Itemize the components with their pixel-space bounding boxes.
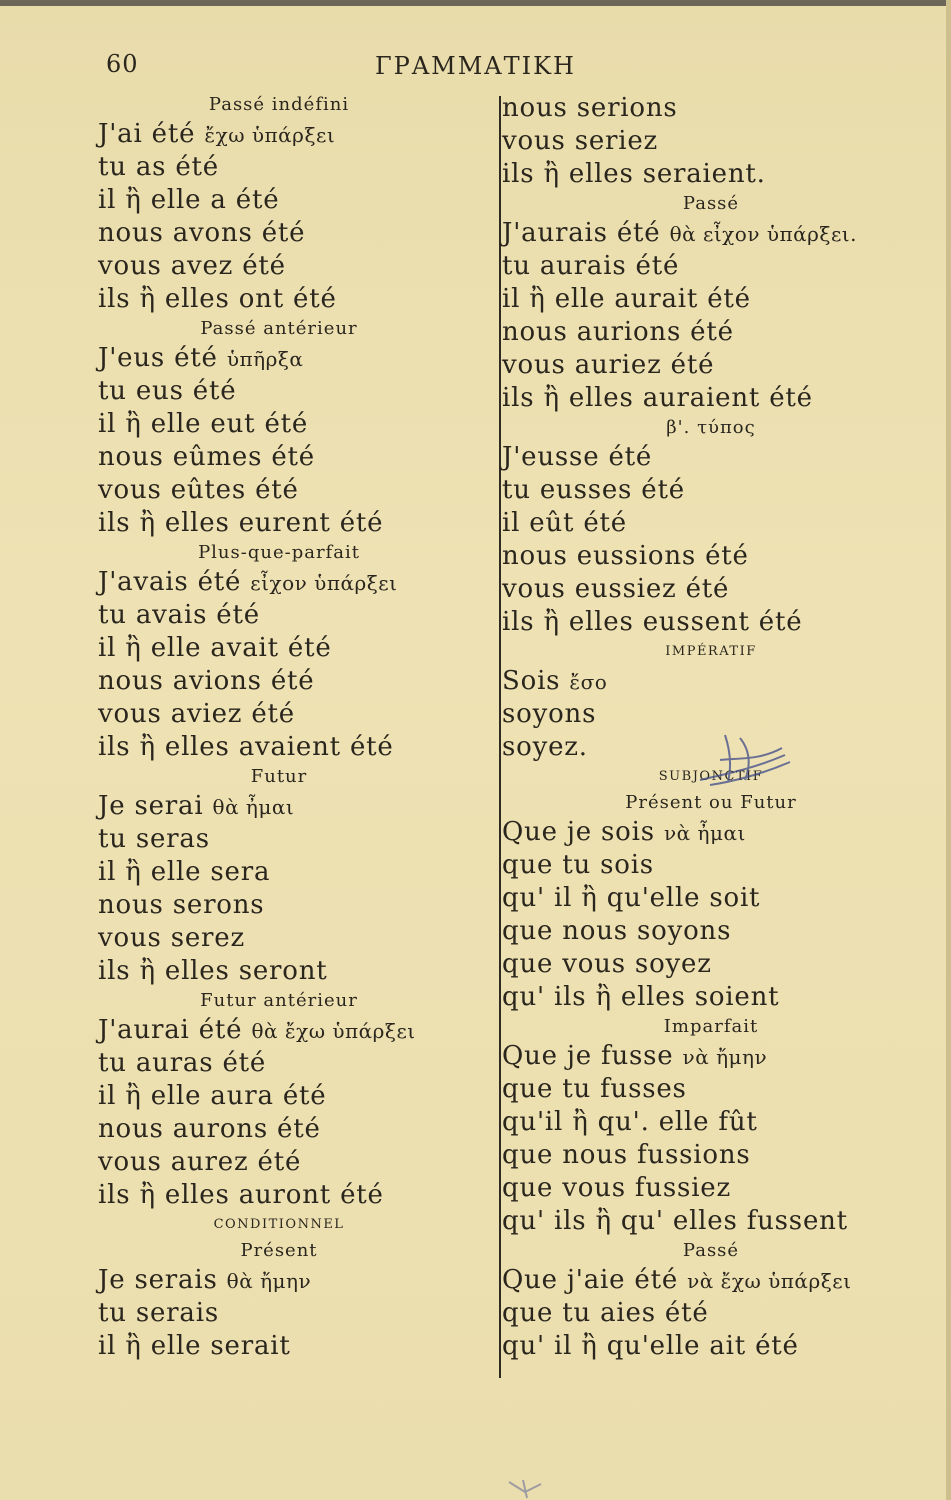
conjugation-line (486, 948, 916, 981)
conjugation-line (486, 849, 916, 882)
french-form: il ἢ elle a été (98, 185, 280, 215)
french-form: qu' ils ἢ qu' elles fussent (502, 1206, 848, 1236)
conjugation-line (486, 882, 916, 915)
conjugation-line (84, 184, 414, 217)
conjugation-line (84, 118, 414, 151)
mood-heading: IMPÉRATIF (665, 644, 757, 659)
conjugation-line (84, 566, 414, 599)
french-form: J'eusse été (502, 442, 653, 472)
greek-translation: θὰ ἤμην (226, 1269, 312, 1293)
french-form: Que je sois (502, 817, 655, 847)
conjugation-line (84, 1330, 414, 1363)
conjugation-line (486, 1264, 916, 1297)
french-form: vous eussiez été (502, 574, 730, 604)
conjugation-line (84, 922, 414, 955)
conjugation-line (84, 731, 414, 764)
french-form: Je serais (98, 1265, 218, 1295)
mood-heading: SUBJONCTIF (658, 769, 764, 784)
conjugation-line (486, 915, 916, 948)
french-form: que vous fussiez (502, 1173, 731, 1203)
conjugation-line (486, 540, 916, 573)
french-form: ils ἢ elles seront (98, 956, 328, 986)
conjugation-line (486, 1073, 916, 1106)
tense-heading: Présent (240, 1240, 318, 1261)
french-form: J'aurais été (502, 218, 661, 248)
conjugation-line (84, 790, 414, 823)
tense-heading: Présent ou Futur (625, 792, 797, 813)
conjugation-line (486, 349, 916, 382)
conjugation-line (486, 981, 916, 1014)
conjugation-line (84, 250, 414, 283)
conjugation-line (84, 217, 414, 250)
conjugation-line (486, 441, 916, 474)
conjugation-line (84, 408, 414, 441)
french-form: Que je fusse (502, 1041, 674, 1071)
conjugation-line (84, 1264, 414, 1297)
greek-translation: ὑπῆρξα (226, 347, 304, 371)
conjugation-line (486, 283, 916, 316)
french-form: ils ἢ elles auront été (98, 1180, 384, 1210)
french-form: J'avais été (98, 567, 242, 597)
conjugation-line (84, 1179, 414, 1212)
conjugation-line (486, 382, 916, 415)
conjugation-line (486, 1297, 916, 1330)
french-form: nous eussions été (502, 541, 749, 571)
french-form: nous serons (98, 890, 265, 920)
conjugation-line (486, 316, 916, 349)
conjugation-line (486, 573, 916, 606)
french-form: Je serai (98, 791, 204, 821)
page-number: 60 (106, 50, 139, 78)
handwritten-scribble (690, 720, 800, 790)
tense-heading: Passé antérieur (200, 318, 358, 339)
conjugation-line (84, 632, 414, 665)
conjugation-line (486, 92, 916, 125)
french-form: nous aurons été (98, 1114, 321, 1144)
french-form: ils ἢ elles avaient été (98, 732, 394, 762)
french-form: tu serais (98, 1298, 219, 1328)
conjugation-line (84, 441, 414, 474)
conjugation-line (84, 1080, 414, 1113)
french-form: J'ai été (98, 119, 196, 149)
conjugation-line (486, 158, 916, 191)
conjugation-line (486, 507, 916, 540)
conjugation-line (84, 955, 414, 988)
greek-translation: θὰ ἦμαι (212, 795, 295, 819)
french-form: nous serions (502, 93, 678, 123)
french-form: que tu sois (502, 850, 654, 880)
tense-heading: Plus-que-parfait (198, 542, 360, 563)
french-form: ils ἢ elles seraient. (502, 159, 766, 189)
conjugation-line (486, 474, 916, 507)
french-form: tu eusses été (502, 475, 685, 505)
french-form: tu auras été (98, 1048, 267, 1078)
greek-translation: νὰ ἦμαι (663, 821, 746, 845)
conjugation-line (84, 375, 414, 408)
french-form: ils ἢ elles eurent été (98, 508, 384, 538)
french-form: soyez. (502, 732, 588, 762)
conjugation-line (486, 816, 916, 849)
conjugation-line (486, 1172, 916, 1205)
french-form: nous avions été (98, 666, 315, 696)
french-form: tu aurais été (502, 251, 680, 281)
ink-mark (505, 1478, 545, 1500)
french-form: vous auriez été (502, 350, 715, 380)
french-form: ils ἢ elles auraient été (502, 383, 813, 413)
french-form: vous aurez été (98, 1147, 302, 1177)
french-form: vous seriez (502, 126, 659, 156)
conjugation-line (486, 1139, 916, 1172)
conjugation-line (486, 1330, 916, 1363)
conjugation-line (84, 283, 414, 316)
french-form: vous eûtes été (98, 475, 299, 505)
french-form: tu as été (98, 152, 219, 182)
french-form: tu seras (98, 824, 210, 854)
conjugation-line (84, 1146, 414, 1179)
french-form: Sois (502, 666, 561, 696)
conjugation-line (486, 217, 916, 250)
tense-heading: β'. τύπος (666, 417, 756, 438)
greek-translation: εἶχον ὑπάρξει (250, 571, 398, 595)
french-form: il ἢ elle sera (98, 857, 271, 887)
french-form: vous aviez été (98, 699, 295, 729)
page-right-edge (946, 0, 951, 1500)
conjugation-line (84, 698, 414, 731)
conjugation-line (84, 1047, 414, 1080)
conjugation-line (486, 606, 916, 639)
french-form: qu'il ἢ qu'. elle fût (502, 1107, 758, 1137)
tense-heading: Passé (682, 1240, 740, 1261)
greek-translation: θὰ ἔχω ὑπάρξει (251, 1019, 416, 1043)
conjugation-line (486, 1040, 916, 1073)
tense-heading: Futur antérieur (200, 990, 358, 1011)
greek-translation: ἔσο (569, 670, 608, 694)
greek-translation: ἔχω ὑπάρξει (204, 123, 336, 147)
french-form: vous serez (98, 923, 245, 953)
french-form: ils ἢ elles ont été (98, 284, 337, 314)
conjugation-line (84, 823, 414, 856)
conjugation-line (84, 856, 414, 889)
french-form: nous avons été (98, 218, 306, 248)
french-form: tu eus été (98, 376, 237, 406)
conjugation-line (84, 599, 414, 632)
french-form: J'eus été (98, 343, 218, 373)
french-form: il eût été (502, 508, 627, 538)
french-form: qu' il ἢ qu'elle ait été (502, 1331, 799, 1361)
conjugation-line (84, 507, 414, 540)
french-form: tu avais été (98, 600, 260, 630)
french-form: que nous fussions (502, 1140, 751, 1170)
french-form: qu' il ἢ qu'elle soit (502, 883, 761, 913)
greek-translation: νὰ ἤμην (682, 1045, 768, 1069)
tense-heading: Imparfait (663, 1016, 759, 1037)
conjugation-line (84, 665, 414, 698)
conjugation-line (486, 665, 916, 698)
conjugation-line (84, 151, 414, 184)
tense-heading: Futur (250, 766, 308, 787)
conjugation-line (486, 1205, 916, 1238)
french-form: nous eûmes été (98, 442, 315, 472)
french-form: que tu fusses (502, 1074, 687, 1104)
running-head: ΓΡΑΜΜΑΤΙΚΗ (375, 52, 576, 80)
french-form: que nous soyons (502, 916, 732, 946)
conjugation-line (84, 1297, 414, 1330)
french-form: il ἢ elle aura été (98, 1081, 327, 1111)
conjugation-line (486, 1106, 916, 1139)
french-form: il ἢ elle aurait été (502, 284, 751, 314)
conjugation-line (486, 125, 916, 158)
conjugation-line (486, 250, 916, 283)
french-form: soyons (502, 699, 597, 729)
conjugation-line (84, 474, 414, 507)
mood-heading: CONDITIONNEL (213, 1217, 345, 1232)
french-form: il ἢ elle avait été (98, 633, 332, 663)
greek-translation: θὰ εἶχον ὑπάρξει. (669, 222, 858, 246)
greek-translation: νὰ ἔχω ὑπάρξει (687, 1269, 852, 1293)
left-column (84, 92, 414, 1363)
french-form: vous avez été (98, 251, 286, 281)
conjugation-line (84, 1113, 414, 1146)
tense-heading: Passé (682, 193, 740, 214)
page-top-edge (0, 0, 951, 6)
french-form: nous aurions été (502, 317, 734, 347)
french-form: qu' ils ἢ elles soient (502, 982, 780, 1012)
french-form: J'aurai été (98, 1015, 243, 1045)
french-form: il ἢ elle serait (98, 1331, 291, 1361)
french-form: ils ἢ elles eussent été (502, 607, 803, 637)
conjugation-line (84, 889, 414, 922)
french-form: Que j'aie été (502, 1265, 679, 1295)
conjugation-line (84, 342, 414, 375)
french-form: que vous soyez (502, 949, 712, 979)
french-form: que tu aies été (502, 1298, 709, 1328)
tense-heading: Passé indéfini (208, 94, 350, 115)
french-form: il ἢ elle eut été (98, 409, 309, 439)
conjugation-line (84, 1014, 414, 1047)
